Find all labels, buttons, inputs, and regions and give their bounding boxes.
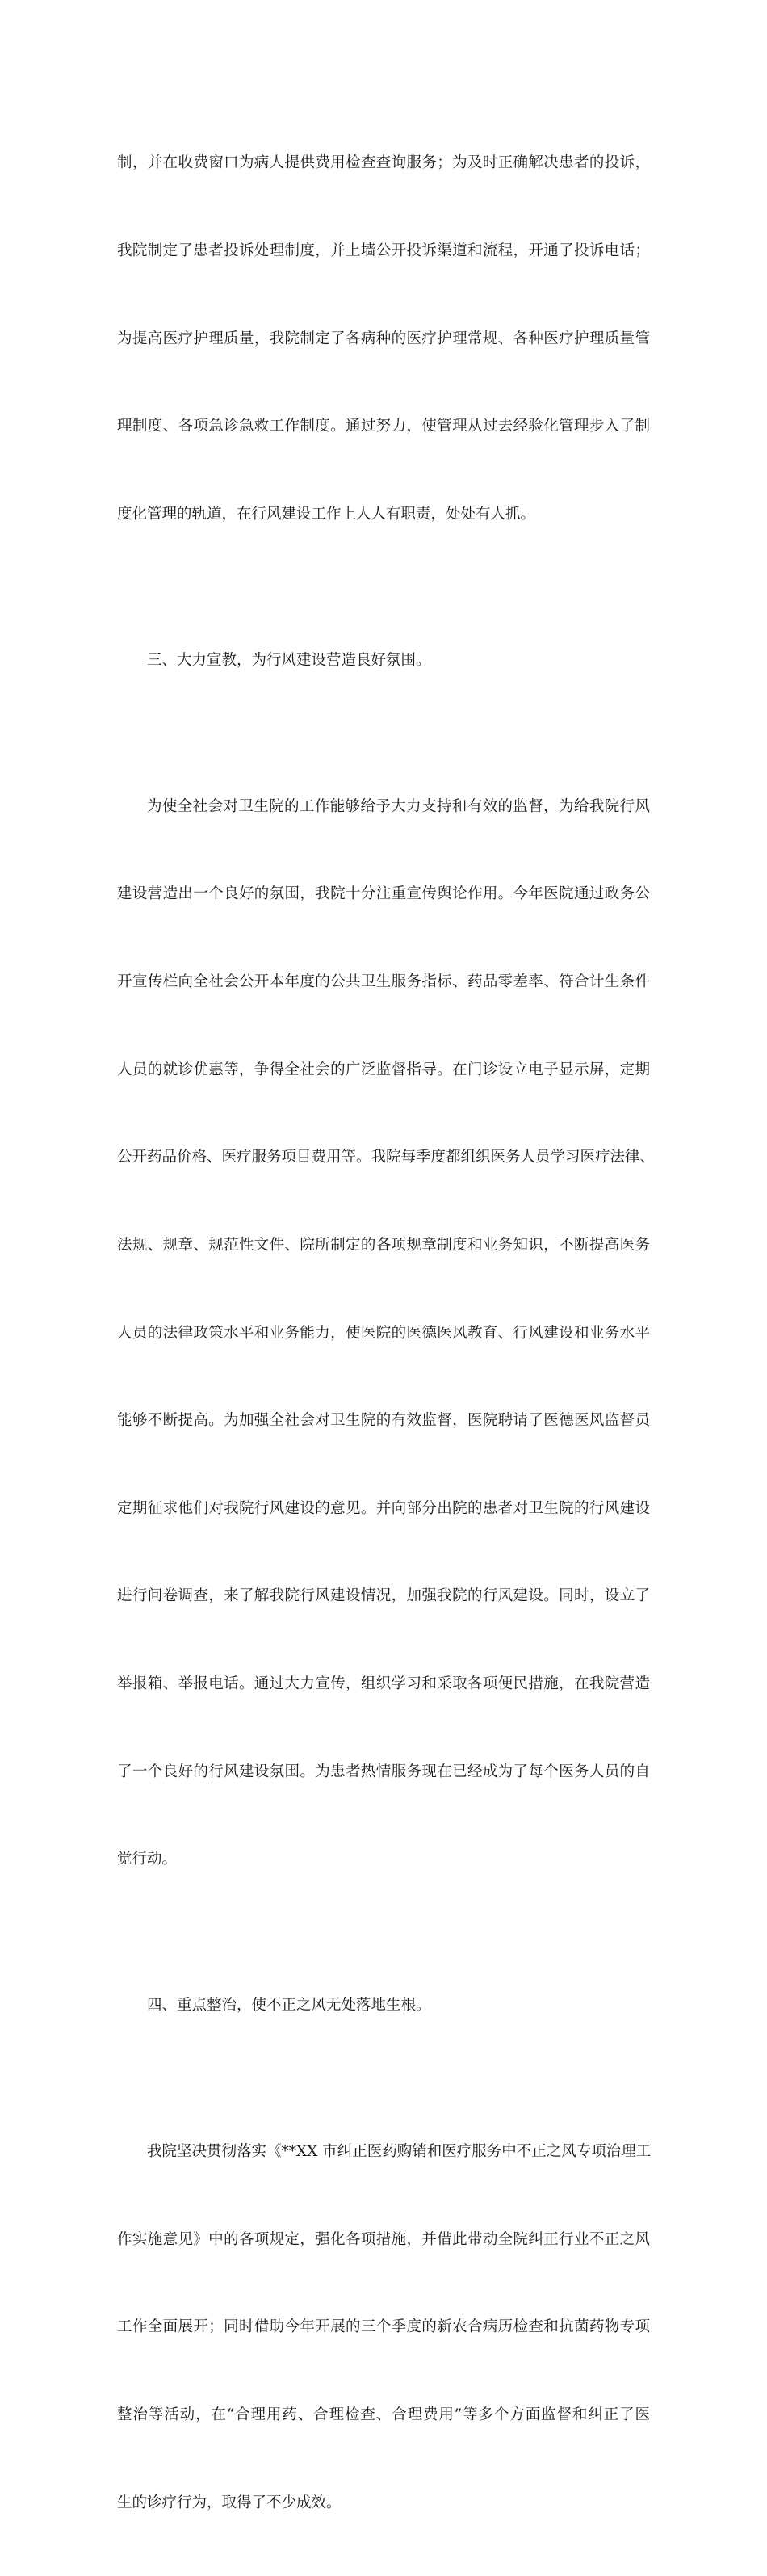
text-line: 整治等活动，在“合理用药、合理检查、合理费用”等多个方面监督和纠正了医 [117, 2406, 650, 2424]
text-line: 公开药品价格、医疗服务项目费用等。我院每季度都组织医务人员学习医疗法律、 [117, 1149, 656, 1166]
heading-text: 三、大力宣教，为行风建设营造良好氛围。 [147, 651, 431, 669]
text-line: 制，并在收费窗口为病人提供费用检查查询服务；为及时正确解决患者的投诉， [117, 154, 650, 172]
document-body [117, 90, 656, 2576]
text-line: 进行问卷调查，来了解我院行风建设情况，加强我院的行风建设。同时，设立了 [117, 1587, 650, 1605]
text-line: 理制度、各项急诊急救工作制度。通过努力，使管理从过去经验化管理步入了制 [117, 418, 650, 435]
text-line: 作实施意见》中的各项规定，强化各项措施，并借此带动全院纠正行业不正之风 [117, 2230, 650, 2248]
text-line: 定期征求他们对我院行风建设的意见。并向部分出院的患者对卫生院的行风建设 [117, 1499, 650, 1517]
text-line: 人员的法律政策水平和业务能力，使医院的医德医风教育、行风建设和业务水平 [117, 1324, 650, 1342]
text-line: 我院制定了患者投诉处理制度，并上墙公开投诉渠道和流程，开通了投诉电话； [117, 242, 650, 260]
text-line: 生的诊疗行为，取得了不少成效。 [117, 2494, 342, 2511]
text-line: 举报箱、举报电话。通过大力宣传，组织学习和采取各项便民措施，在我院营造 [117, 1675, 650, 1692]
text-line: 度化管理的轨道，在行风建设工作上人人有职责，处处有人抓。 [117, 505, 536, 523]
text-line: 觉行动。 [117, 1851, 178, 1868]
text-line: 为使全社会对卫生院的工作能够给予大力支持和有效的监督，为给我院行风 [147, 797, 650, 815]
paragraph-rectification [117, 2079, 650, 2576]
text-line: 法规、规章、规范性文件、院所制定的各项规章制度和业务知识，不断提高医务 [117, 1236, 650, 1254]
section-heading-4 [117, 1933, 650, 2079]
text-line: 人员的就诊优惠等，争得全社会的广泛监督指导。在门诊设立电子显示屏，定期 [117, 1061, 650, 1078]
section-heading-3 [117, 587, 650, 733]
text-line: 开宣传栏向全社会公开本年度的公共卫生服务指标、药品零差率、符合计生条件 [117, 973, 650, 991]
paragraph-publicity [117, 733, 656, 1932]
paragraph-management-system [117, 90, 650, 587]
text-line: 为提高医疗护理质量，我院制定了各病种的医疗护理常规、各种医疗护理质量管 [117, 330, 650, 347]
text-line: 了一个良好的行风建设氛围。为患者热情服务现在已经成为了每个医务人员的自 [117, 1763, 650, 1780]
text-line: 工作全面展开；同时借助今年开展的三个季度的新农合病历检查和抗菌药物专项 [117, 2318, 650, 2336]
text-line: 建设营造出一个良好的氛围，我院十分注重宣传舆论作用。今年医院通过政务公 [117, 885, 650, 903]
heading-text: 四、重点整治，使不正之风无处落地生根。 [147, 1997, 431, 2015]
text-line: 能够不断提高。为加强全社会对卫生院的有效监督，医院聘请了医德医风监督员 [117, 1412, 650, 1430]
text-line: 我院坚决贯彻落实《**XX 市纠正医药购销和医疗服务中不正之风专项治理工 [147, 2143, 652, 2161]
